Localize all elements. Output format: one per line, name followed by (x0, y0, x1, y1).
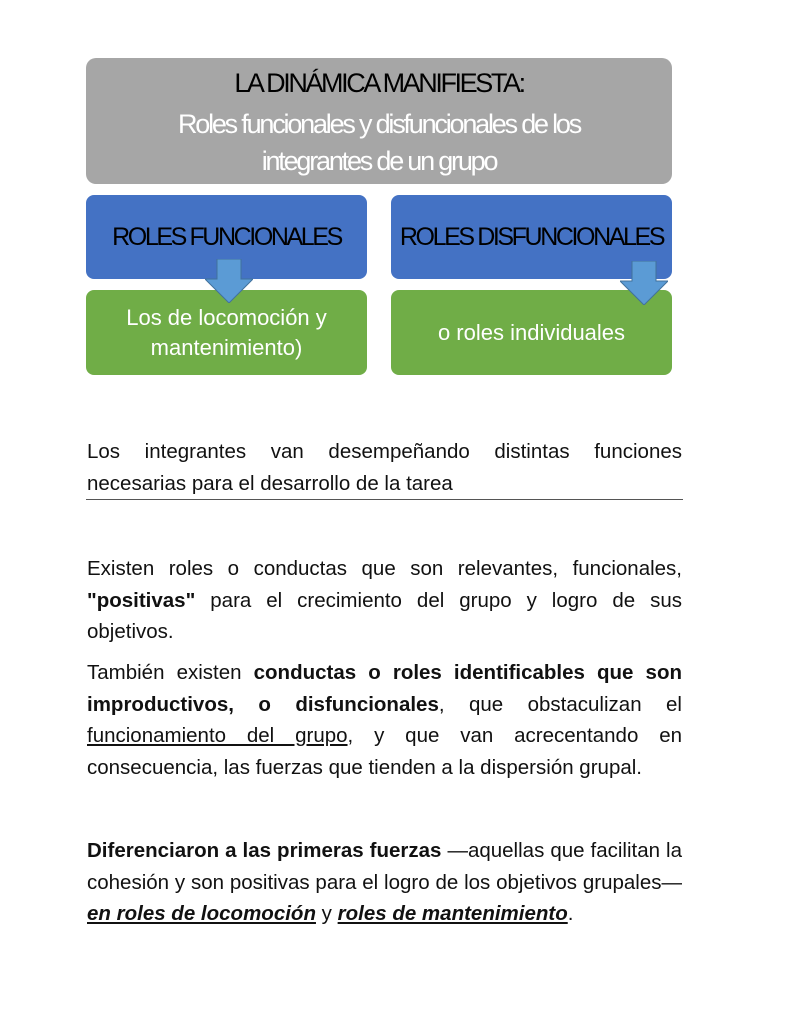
paragraph-3-part-1: También existen (87, 661, 254, 684)
paragraph-3-bold: conductas o roles identificables que son improductivos, o disfuncionales (87, 661, 682, 716)
paragraph-2-part-1: Existen roles o conductas que son relevantes, funcionales, (87, 557, 682, 580)
paragraph-forces (87, 835, 682, 930)
paragraph-4-emphasis-1: en roles de locomoción (87, 902, 316, 925)
paragraph-dysfunctional-roles (87, 657, 682, 783)
divider (86, 499, 683, 500)
dysfunctional-roles-description: o roles individuales (437, 319, 626, 345)
functional-roles-description-line-1: Los de locomoción y (126, 304, 327, 330)
paragraph-3-part-2: , que obstaculizan el (438, 692, 682, 716)
paragraph-positive-roles (87, 553, 682, 648)
dysfunctional-roles-heading: ROLES DISFUNCIONALES (399, 222, 664, 251)
paragraph-2-part-2: para el crecimiento del grupo y logro de sus objetivos. (87, 588, 682, 643)
paragraph-4-part-3: . (567, 902, 574, 925)
paragraph-3-part-3: , y que van acrecentando en consecuencia, las fuerzas que tienden a la dispersión grupal. (87, 724, 683, 779)
subtitle-line-1: Roles funcionales y disfuncionales de los (177, 109, 581, 139)
title-box (86, 58, 672, 184)
paragraph-members-functions (87, 436, 682, 499)
paragraph-4-emphasis-2: roles de mantenimiento (337, 902, 568, 925)
paragraph-1-text: Los integrantes van desempeñando distintas funciones necesarias para el desarrollo de la tarea (87, 440, 682, 495)
paragraph-3-underlined: funcionamiento del grupo (87, 724, 348, 747)
paragraph-4-part-1: —aquellas que facilitan la cohesión y son positivas para el logro de los objetivos grupales— (87, 839, 682, 894)
down-arrow-icon (205, 259, 253, 303)
functional-roles-description-line-2: mantenimiento) (150, 334, 303, 360)
functional-roles-heading: ROLES FUNCIONALES (112, 222, 341, 251)
paragraph-4-bold: Diferenciaron a las primeras fuerzas (87, 839, 442, 862)
paragraph-4-part-2: y (315, 902, 338, 925)
page-title: LA DINÁMICA MANIFIESTA: (234, 68, 524, 98)
paragraph-2-bold: "positivas" (87, 588, 196, 612)
subtitle-line-2: integrantes de un grupo (261, 146, 497, 176)
page-subtitle (86, 106, 672, 180)
down-arrow-icon (620, 261, 668, 305)
